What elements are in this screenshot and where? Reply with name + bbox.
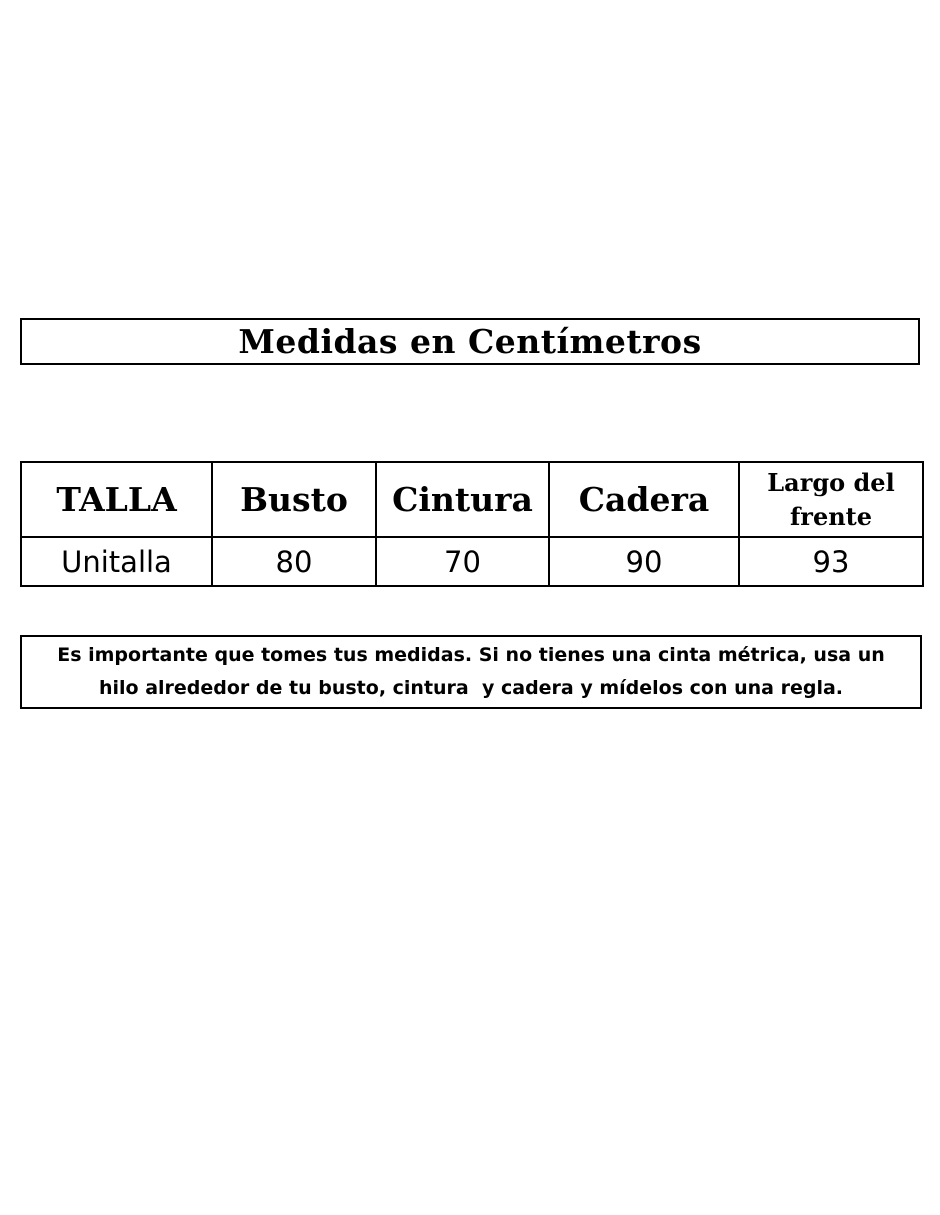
cell-talla: Unitalla (21, 537, 212, 586)
header-cintura: Cintura (376, 462, 549, 537)
measurement-note: Es importante que tomes tus medidas. Si no tienes una cinta métrica, usa un hilo alrededor de tu busto, cintura y cadera y mídelos con una regla. (57, 644, 892, 699)
note-box (20, 635, 922, 709)
header-cadera: Cadera (549, 462, 739, 537)
table-row (21, 537, 923, 586)
size-table (20, 461, 924, 587)
cell-busto: 80 (212, 537, 376, 586)
header-busto: Busto (212, 462, 376, 537)
header-talla: TALLA (21, 462, 212, 537)
title-box (20, 318, 920, 365)
cell-cadera: 90 (549, 537, 739, 586)
page-title: Medidas en Centímetros (238, 322, 702, 361)
cell-cintura: 70 (376, 537, 549, 586)
table-header-row (21, 462, 923, 537)
header-largo-del-frente: Largo del frente (739, 462, 923, 537)
cell-largo-del-frente: 93 (739, 537, 923, 586)
